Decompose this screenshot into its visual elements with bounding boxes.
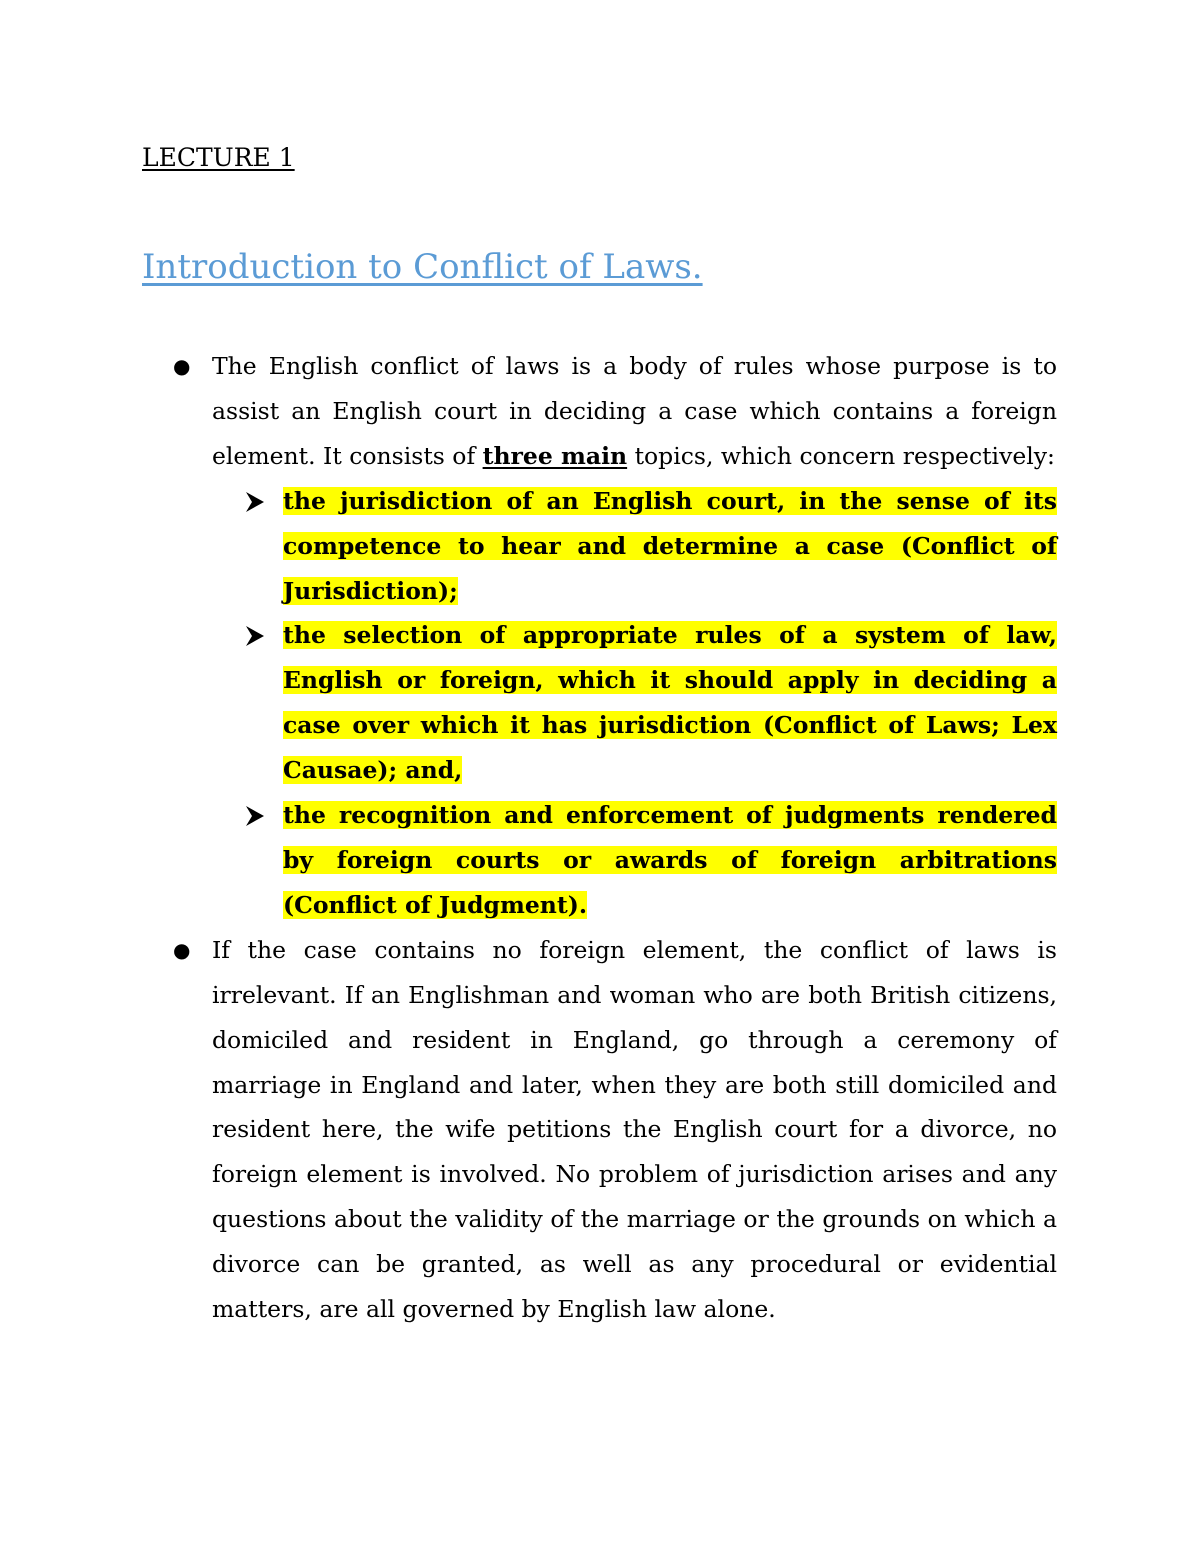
highlighted-text: the recognition and enforcement of judgments rendered by foreign courts or awards of foreign arbitrations (Conflict of Judgment). bbox=[283, 801, 1057, 919]
arrowhead-icon bbox=[245, 625, 265, 647]
topics-list bbox=[283, 479, 1057, 928]
document-title: Introduction to Conflict of Laws. bbox=[142, 247, 703, 287]
arrowhead-icon bbox=[245, 491, 265, 513]
list-item-selection-of-rules bbox=[283, 613, 1057, 793]
paragraph-text: If the case contains no foreign element, the conflict of laws is irrelevant. If an Englishman and woman who are both British citizens, domiciled and resident in England, go through a ceremony of marriage in England and later, when they are both still domiciled and resident here, the wife petitions the English court for a divorce, no foreign element is involved. No problem of jurisdiction arises and any questions about the validity of the marriage or the grounds on which a divorce can be granted, as well as any procedural or evidential matters, are all governed by English law alone. bbox=[212, 935, 1057, 1324]
list-item-jurisdiction bbox=[283, 479, 1057, 614]
highlighted-text: the jurisdiction of an English court, in the sense of its competence to hear and determine a case (Conflict of Jurisdiction); bbox=[283, 486, 1057, 605]
paragraph-text: The English conflict of laws is a body of rules whose purpose is to assist an English court in deciding a case which contains a foreign element. It consists of bbox=[212, 352, 1057, 470]
bullet-dot-icon: ● bbox=[173, 937, 191, 962]
lecture-label: LECTURE 1 bbox=[142, 143, 295, 172]
highlighted-text: the selection of appropriate rules of a system of law, English or foreign, which it should apply in deciding a case over which it has jurisdiction (Conflict of Laws; Lex Causae); and, bbox=[283, 621, 1057, 785]
arrowhead-icon bbox=[245, 805, 265, 827]
bullet-dot-icon: ● bbox=[173, 354, 191, 378]
document-body bbox=[173, 344, 1057, 1332]
list-item-recognition-enforcement bbox=[283, 793, 1057, 928]
bullet-paragraph-1 bbox=[173, 344, 1057, 479]
bullet-paragraph-2 bbox=[173, 928, 1057, 1332]
paragraph-text: topics, which concern respectively: bbox=[627, 441, 1055, 470]
emphasis-three-main: three main bbox=[482, 441, 628, 470]
